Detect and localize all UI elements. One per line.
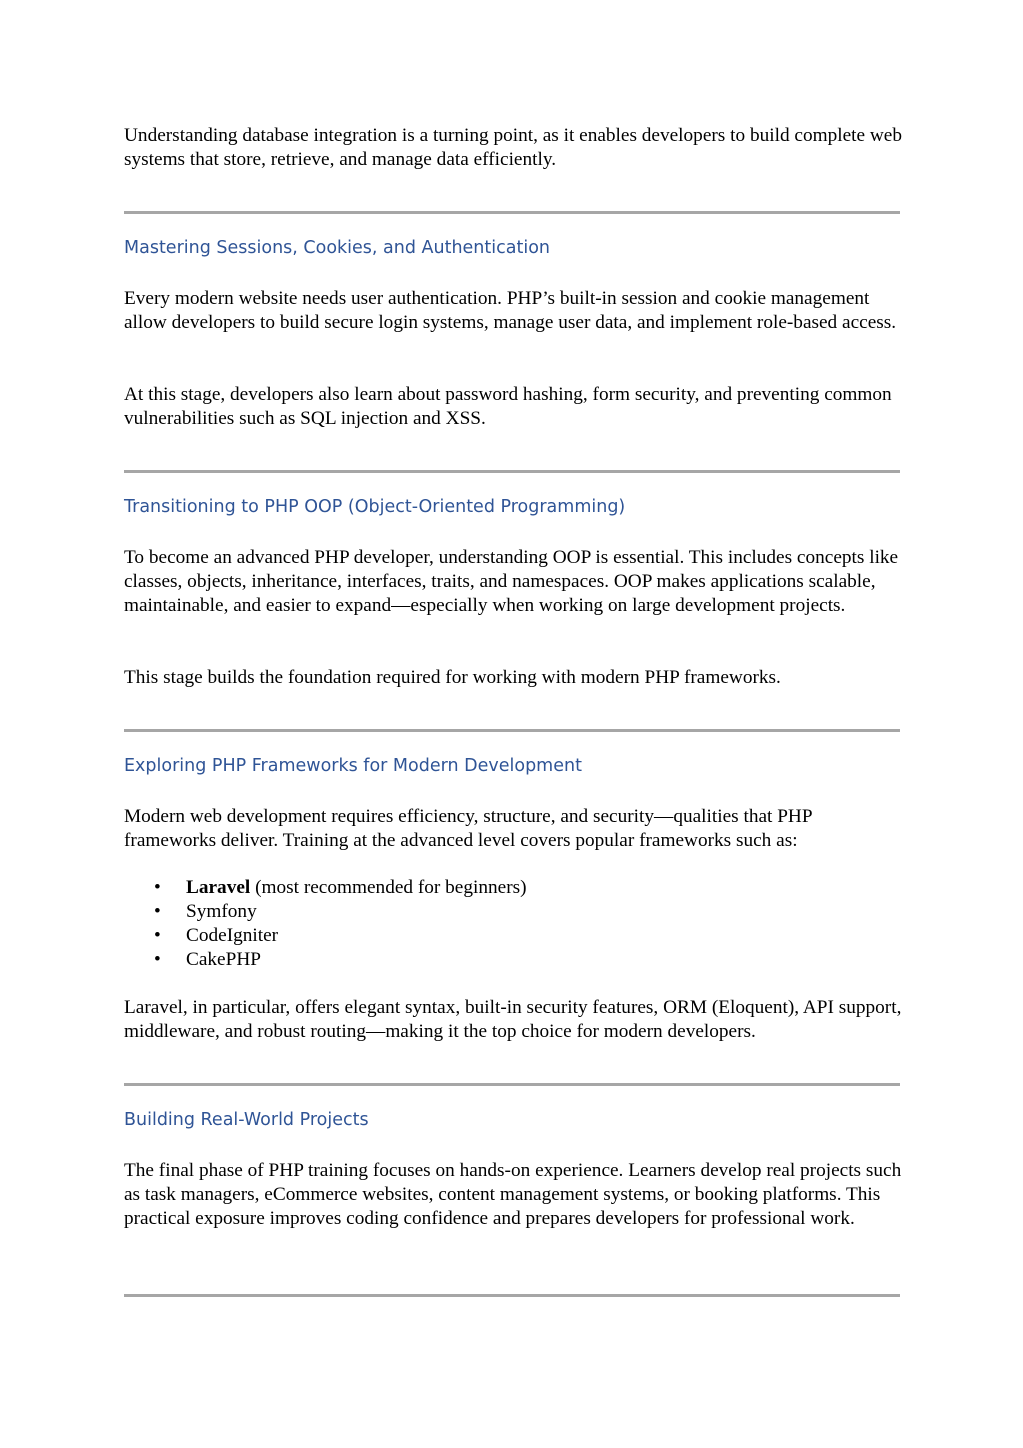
bullet-icon: • [154, 877, 161, 898]
list-item: • Symfony [154, 901, 257, 922]
framework-list [124, 876, 527, 972]
section-divider [124, 211, 900, 214]
paragraph: Modern web development requires efficiency, structure, and security—qualities that PHP frameworks deliver. Training at the advanced level covers popular frameworks such as: [124, 806, 812, 851]
section-divider [124, 470, 900, 473]
list-item: • CakePHP [154, 949, 261, 970]
section-heading: Building Real-World Projects [124, 1110, 369, 1130]
paragraph: The final phase of PHP training focuses on hands-on experience. Learners develop real projects such as task managers, eCommerce websites, content management systems, or booking platforms. This practical exposure improves coding confidence and prepares developers for professional work. [124, 1160, 902, 1229]
bullet-icon: • [154, 949, 161, 970]
paragraph: Laravel, in particular, offers elegant syntax, built-in security features, ORM (Eloquent), API support, middleware, and robust routing—making it the top choice for modern developers. [124, 997, 902, 1042]
paragraph: At this stage, developers also learn about password hashing, form security, and preventing common vulnerabilities such as SQL injection and XSS. [124, 384, 892, 429]
bullet-icon: • [154, 901, 161, 922]
paragraph: This stage builds the foundation required for working with modern PHP frameworks. [124, 667, 781, 688]
intro-paragraph: Understanding database integration is a turning point, as it enables developers to build complete web systems that store, retrieve, and manage data efficiently. [124, 125, 903, 170]
section-heading: Transitioning to PHP OOP (Object-Oriented Programming) [124, 497, 626, 517]
section-heading: Exploring PHP Frameworks for Modern Development [124, 756, 582, 776]
section-divider [124, 1083, 900, 1086]
paragraph: Every modern website needs user authentication. PHP’s built-in session and cookie management allow developers to build secure login systems, manage user data, and implement role-based access. [124, 288, 897, 333]
list-item: • Laravel (most recommended for beginners) [154, 877, 527, 898]
section-divider [124, 1294, 900, 1297]
list-item: • CodeIgniter [154, 925, 279, 946]
bullet-icon: • [154, 925, 161, 946]
section-heading: Mastering Sessions, Cookies, and Authentication [124, 238, 550, 258]
section-divider [124, 729, 900, 732]
paragraph: To become an advanced PHP developer, understanding OOP is essential. This includes concepts like classes, objects, inheritance, interfaces, traits, and namespaces. OOP makes applications scalable, maintainable, and easier to expand—especially when working on large development projects. [124, 547, 899, 616]
